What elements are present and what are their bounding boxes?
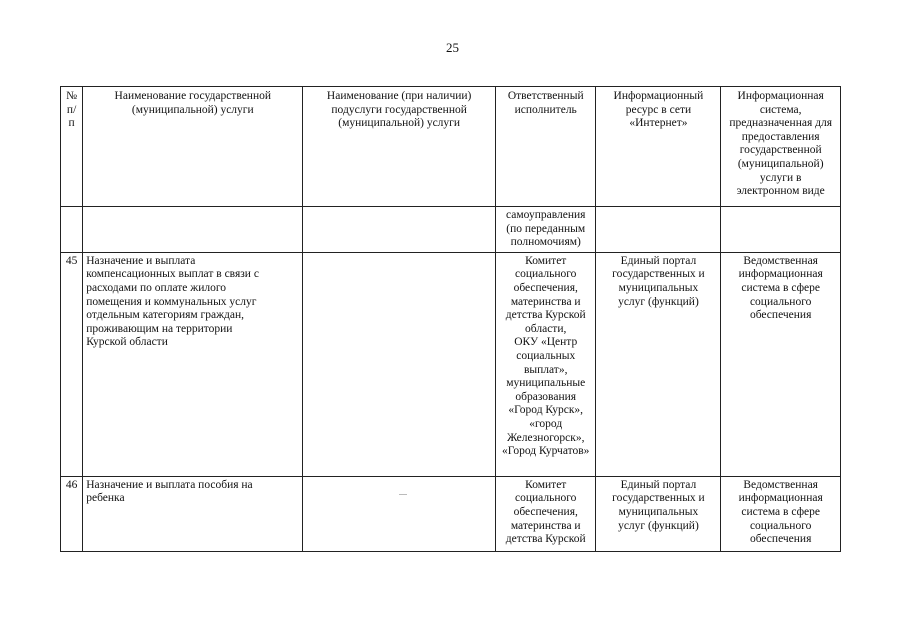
- header-service-name: Наименование государственной (муниципальной) услуги: [83, 87, 303, 207]
- table-row-continuation: [61, 207, 841, 253]
- cell-executor: Комитет социального обеспечения, материнства и детства Курской области, ОКУ «Центр социальных выплат», муниципальные образования «Город Курск», «город Железногорск», «Город Курчатов»: [495, 252, 596, 476]
- services-table: [60, 86, 841, 552]
- header-system: Информационная система, предназначенная для предоставления государственной (муниципальной) услуги в электронном виде: [721, 87, 841, 207]
- cell-resource: [596, 207, 721, 253]
- cell-service-name: Назначение и выплата компенсационных выплат в связи с расходами по оплате жилого помещения и коммунальных услуг отдельным категориям граждан, проживающим на территории Курской области: [83, 252, 303, 476]
- header-subservice: Наименование (при наличии) подуслуги государственной (муниципальной) услуги: [303, 87, 496, 207]
- cell-executor: Комитет социального обеспечения, материнства и детства Курской: [495, 476, 596, 551]
- cell-service-name: [83, 207, 303, 253]
- cell-subservice: [303, 207, 496, 253]
- cell-subservice: [303, 252, 496, 476]
- cell-system: Ведомственная информационная система в сфере социального обеспечения: [721, 476, 841, 551]
- cell-system: Ведомственная информационная система в сфере социального обеспечения: [721, 252, 841, 476]
- cell-service-name: Назначение и выплата пособия на ребенка: [83, 476, 303, 551]
- header-resource: Информационный ресурс в сети «Интернет»: [596, 87, 721, 207]
- table-header-row: [61, 87, 841, 207]
- cell-system: [721, 207, 841, 253]
- cell-num: [61, 207, 83, 253]
- table-row: [61, 476, 841, 551]
- cell-executor: самоуправления (по переданным полномочиям): [495, 207, 596, 253]
- cell-num: 45: [61, 252, 83, 476]
- scan-mark: [399, 494, 407, 495]
- cell-subservice: [303, 476, 496, 551]
- cell-resource: Единый портал государственных и муниципальных услуг (функций): [596, 252, 721, 476]
- cell-resource: Единый портал государственных и муниципальных услуг (функций): [596, 476, 721, 551]
- cell-num: 46: [61, 476, 83, 551]
- header-num: № п/п: [61, 87, 83, 207]
- page-number: 25: [446, 40, 459, 55]
- table-row: [61, 252, 841, 476]
- header-executor: Ответственный исполнитель: [495, 87, 596, 207]
